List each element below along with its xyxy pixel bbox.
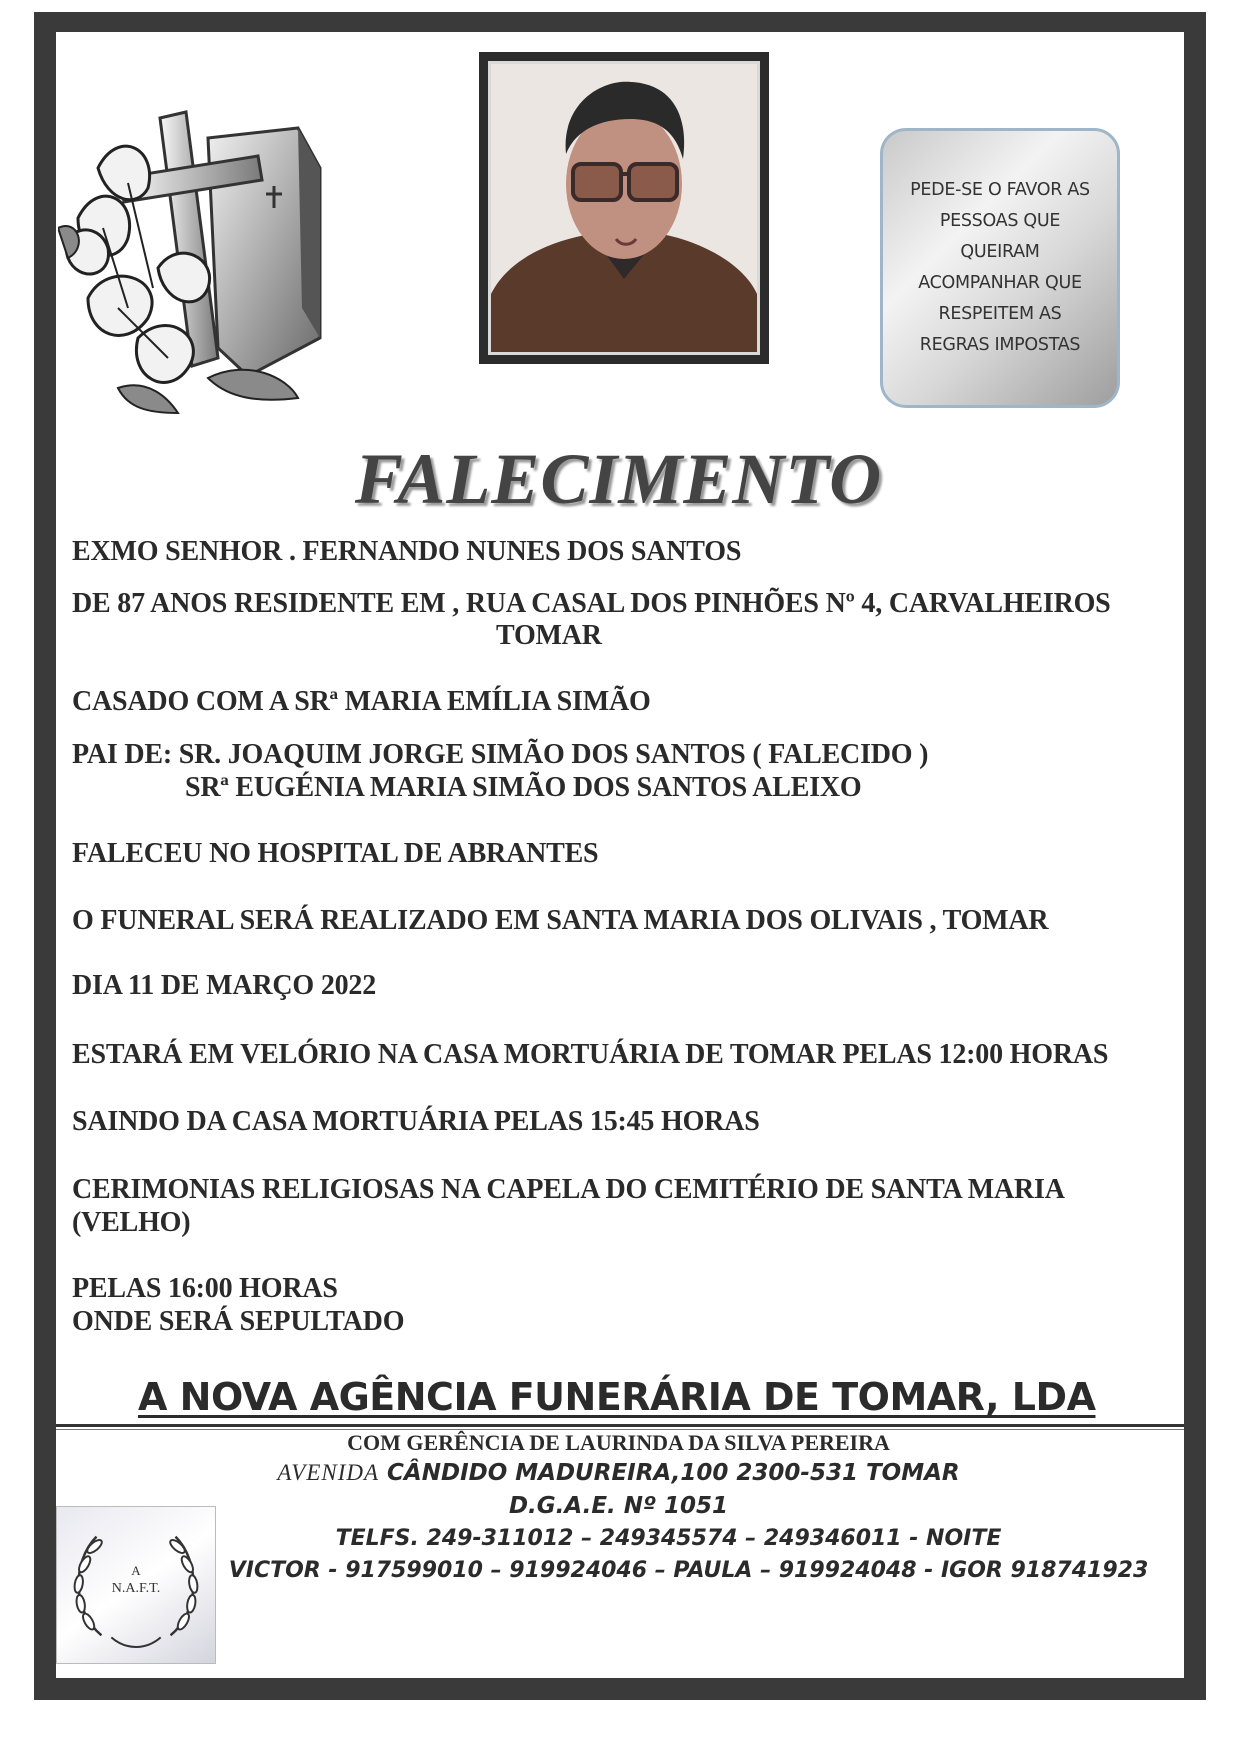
- agency-contacts: VICTOR - 917599010 – 919924046 – PAULA – 919924048 - IGOR 918741923: [228, 1558, 1149, 1583]
- cross-lily-emblem: [58, 108, 328, 418]
- residence-town-line: TOMAR: [496, 620, 602, 651]
- spouse-line: CASADO COM A SRª MARIA EMÍLIA SIMÃO: [72, 686, 651, 717]
- agency-address: [0, 1460, 1237, 1486]
- divider: [56, 1424, 1184, 1427]
- place-of-death-line: FALECEU NO HOSPITAL DE ABRANTES: [72, 838, 599, 869]
- funeral-date-line: DIA 11 DE MARÇO 2022: [72, 970, 377, 1001]
- burial-line: ONDE SERÁ SEPULTADO: [72, 1306, 405, 1337]
- notice-text: PEDE-SE O FAVOR AS PESSOAS QUE QUEIRAM ACOMPANHAR QUE RESPEITEM AS REGRAS IMPOSTAS: [910, 180, 1090, 355]
- agency-name: A NOVA AGÊNCIA FUNERÁRIA DE TOMAR, LDA: [138, 1375, 1096, 1419]
- address-text: CÂNDIDO MADUREIRA,100 2300-531 TOMAR: [387, 1460, 960, 1486]
- children-line: PAI DE: SR. JOAQUIM JORGE SIMÃO DOS SANTOS ( FALECIDO ): [72, 739, 929, 770]
- agency-dgae: D.G.A.E. Nº 1051: [508, 1493, 729, 1519]
- portrait-photo: [488, 61, 760, 355]
- agency-management: COM GERÊNCIA DE LAURINDA DA SILVA PEREIRA: [347, 1430, 890, 1455]
- age-residence-line: DE 87 ANOS RESIDENTE EM , RUA CASAL DOS PINHÕES Nº 4, CARVALHEIROS: [72, 588, 1111, 619]
- notice-box: [880, 128, 1120, 408]
- portrait-photo-frame: [479, 52, 769, 364]
- logo-initials: N.A.F.T.: [111, 1581, 161, 1596]
- logo-letter: A: [131, 1563, 141, 1578]
- address-prefix: AVENIDA: [277, 1460, 380, 1485]
- ceremony-line: CERIMONIAS RELIGIOSAS NA CAPELA DO CEMITÉRIO DE SANTA MARIA: [72, 1174, 1065, 1205]
- departure-line: SAINDO DA CASA MORTUÁRIA PELAS 15:45 HORAS: [72, 1106, 760, 1137]
- children-line-2: SRª EUGÉNIA MARIA SIMÃO DOS SANTOS ALEIXO: [185, 772, 862, 803]
- time-line: PELAS 16:00 HORAS: [72, 1273, 338, 1304]
- ceremony-line-2: (VELHO): [72, 1207, 191, 1238]
- agency-phones: TELFS. 249-311012 – 249345574 – 249346011 - NOITE: [335, 1526, 1002, 1551]
- funeral-location-line: O FUNERAL SERÁ REALIZADO EM SANTA MARIA DOS OLIVAIS , TOMAR: [72, 905, 1049, 936]
- naft-logo: [56, 1506, 216, 1664]
- deceased-name-line: EXMO SENHOR . FERNANDO NUNES DOS SANTOS: [72, 536, 742, 567]
- page-title: FALECIMENTO: [354, 439, 883, 519]
- wake-line: ESTARÁ EM VELÓRIO NA CASA MORTUÁRIA DE TOMAR PELAS 12:00 HORAS: [72, 1039, 1109, 1070]
